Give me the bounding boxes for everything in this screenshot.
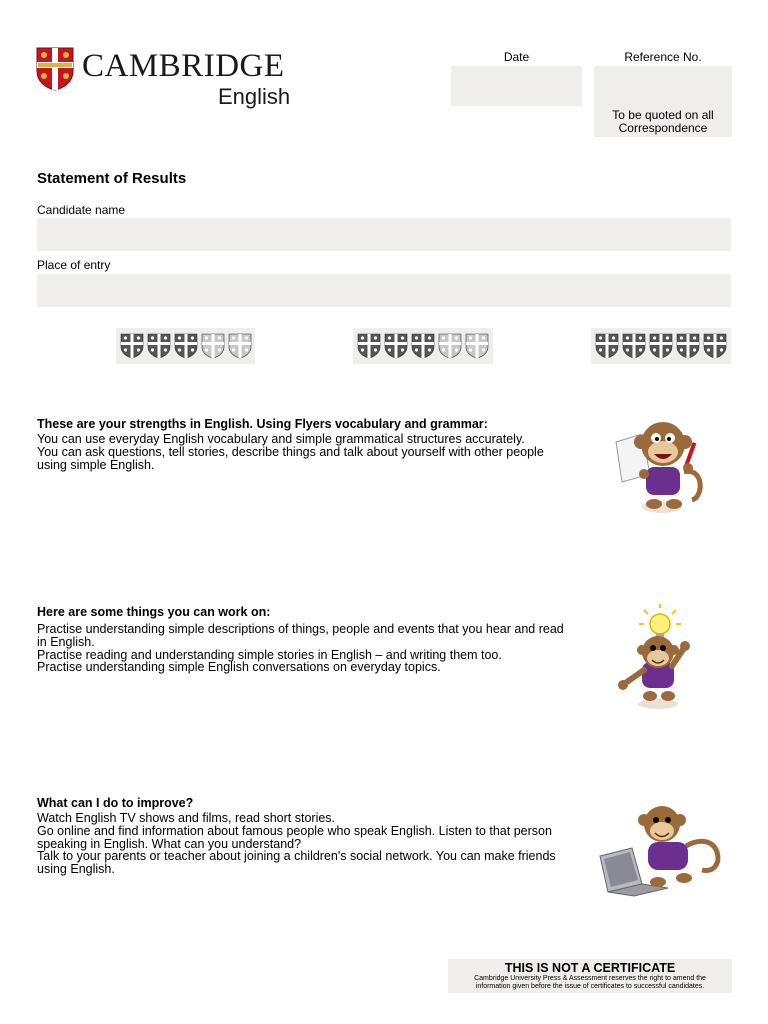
text-line: Practise reading and understanding simple stories in English – and writing them too. [37,647,502,662]
work-on-heading: Here are some things you can work on: [37,605,271,619]
shield-filled-icon [595,333,619,359]
text-line: Talk to your parents or teacher about joining a children's social network. You can make friends [37,849,556,864]
cambridge-shield-icon [36,47,74,91]
place-of-entry-label: Place of entry [37,258,111,272]
shield-empty-icon [228,333,252,359]
logo-subtitle: English [218,84,291,109]
score-shields-speaking [591,328,731,364]
text-line: Go online and find information about famous people who speak English. Listen to that person [37,823,552,838]
text-line: using simple English. [37,457,155,472]
monkey-lightbulb-illustration [610,604,720,714]
text-line: Practise understanding simple English conversations on everyday topics. [37,660,441,675]
disclaimer-line: Cambridge University Press & Assessment reserves the right to amend the [474,975,706,982]
score-shields-reading-writing [353,328,493,364]
date-field [451,66,582,106]
text-line: using English. [37,862,115,877]
text-line: Practise understanding simple descriptions of things, people and events that you hear and read [37,622,564,636]
text-line: in English. [37,634,95,649]
score-shields-listening [116,328,255,364]
shield-empty-icon [438,333,462,359]
disclaimer-text [452,975,728,991]
reference-note-line: To be quoted on all [612,108,714,122]
reference-label: Reference No. [624,50,702,64]
logo-wordmark: CAMBRIDGE [82,48,285,84]
monkey-laptop-illustration [592,796,728,906]
reference-note [594,109,732,135]
improve-text [37,812,587,876]
shield-filled-icon [174,333,198,359]
not-certificate-heading: THIS IS NOT A CERTIFICATE [504,961,676,975]
shield-filled-icon [676,333,700,359]
shield-filled-icon [622,333,646,359]
candidate-name-field [37,218,731,251]
shield-empty-icon [201,333,225,359]
shield-filled-icon [147,333,171,359]
shield-filled-icon [703,333,727,359]
shield-filled-icon [357,333,381,359]
strengths-text [37,433,587,471]
reference-note-line: Correspondence [618,121,708,135]
text-line: You can ask questions, tell stories, describe things and talk about yourself with other people [37,444,544,459]
text-line: You can use everyday English vocabulary and simple grammatical structures accurately. [37,432,525,446]
shield-filled-icon [411,333,435,359]
strengths-heading: These are your strengths in English. Using Flyers vocabulary and grammar: [37,417,488,431]
improve-heading: What can I do to improve? [37,796,194,810]
work-on-text [37,623,587,674]
text-line: speaking in English. What can you understand? [37,836,302,851]
disclaimer-line: information given before the issue of certificates to successful candidates. [475,983,705,990]
shield-filled-icon [120,333,144,359]
page-title: Statement of Results [37,170,187,187]
date-label: Date [503,50,530,64]
candidate-name-label: Candidate name [37,203,126,217]
shield-filled-icon [649,333,673,359]
place-of-entry-field [37,274,731,307]
shield-empty-icon [465,333,489,359]
monkey-writing-illustration [604,412,714,522]
shield-filled-icon [384,333,408,359]
text-line: Watch English TV shows and films, read short stories. [37,811,336,825]
